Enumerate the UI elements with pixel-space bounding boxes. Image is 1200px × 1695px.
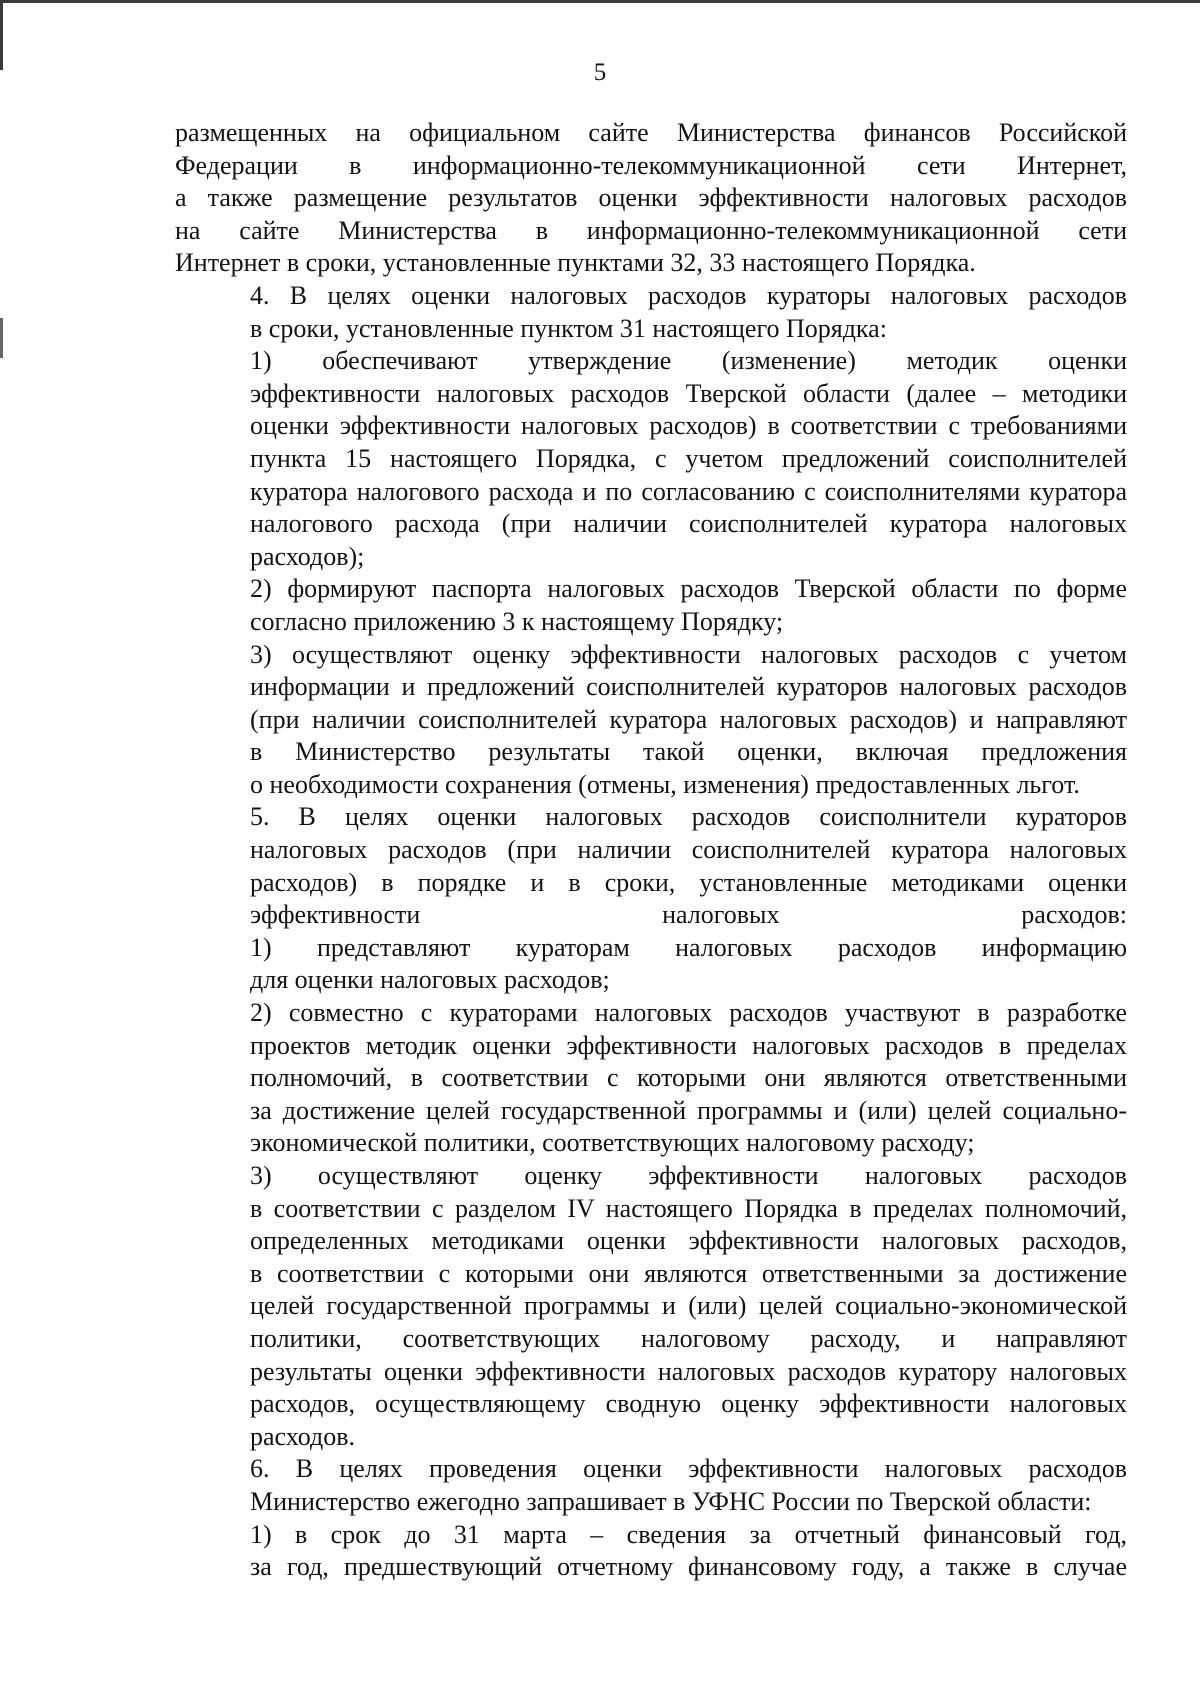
paragraph [175, 801, 1127, 931]
page-number: 5 [593, 59, 607, 86]
text-line: за достижение целей государственной программы и (или) целей социально- [250, 1095, 1127, 1125]
text-line: оценки эффективности налоговых расходов) в соответствии с требованиями [250, 411, 1127, 441]
text-line: Федерации в информационно-телекоммуникационной сети Интернет, [175, 150, 1127, 180]
text-line: политики, соответствующих налоговому расходу, и направляют [250, 1323, 1127, 1353]
text-line: 1) обеспечивают утверждение (изменение) методик оценки [250, 346, 1127, 376]
text-line: целей государственной программы и (или) целей социально-экономической [250, 1291, 1127, 1321]
paragraph [175, 639, 1127, 802]
paragraph [175, 280, 1127, 345]
text-line: проектов методик оценки эффективности налоговых расходов в пределах [250, 1030, 1127, 1060]
text-line: 6. В целях проведения оценки эффективности налоговых расходов [250, 1454, 1127, 1484]
text-line: (при наличии соисполнителей куратора налоговых расходов) и направляют [250, 704, 1127, 734]
text-line: а также размещение результатов оценки эффективности налоговых расходов [175, 183, 1127, 213]
text-line: за год, предшествующий отчетному финансовому году, а также в случае [250, 1552, 1127, 1582]
paragraph [175, 573, 1127, 638]
text-line: 4. В целях оценки налоговых расходов кураторы налоговых расходов [250, 280, 1127, 310]
paragraph [175, 1160, 1127, 1453]
document-body [175, 117, 1127, 1584]
text-line: на сайте Министерства в информационно-телекоммуникационной сети [175, 215, 1127, 245]
text-line: пункта 15 настоящего Порядка, с учетом предложений соисполнителей [250, 443, 1127, 473]
text-line: расходов. [250, 1421, 356, 1451]
text-line: о необходимости сохранения (отмены, изменения) предоставленных льгот. [250, 769, 1080, 799]
text-line: налогового расхода (при наличии соисполнителей куратора налоговых [250, 509, 1127, 539]
text-line: расходов); [250, 541, 365, 571]
paragraph [175, 345, 1127, 573]
text-line: куратора налогового расхода и по согласованию с соисполнителями куратора [250, 476, 1127, 506]
text-line: 3) осуществляют оценку эффективности налоговых расходов [250, 1161, 1127, 1190]
text-line: расходов) в порядке и в сроки, установленные методиками оценки [250, 867, 1127, 897]
text-line: определенных методиками оценки эффективности налоговых расходов, [250, 1226, 1127, 1256]
text-line: 3) осуществляют оценку эффективности налоговых расходов с учетом [250, 639, 1127, 669]
text-line: согласно приложению 3 к настоящему Порядку; [250, 606, 784, 636]
text-line: 2) формируют паспорта налоговых расходов Тверской области по форме [250, 574, 1127, 604]
text-line: 1) в срок до 31 марта – сведения за отчетный финансовый год, [250, 1519, 1127, 1549]
text-line: информации и предложений соисполнителей кураторов налоговых расходов [250, 672, 1127, 702]
text-line: эффективности налоговых расходов: [250, 900, 1127, 930]
scan-margin-mark [0, 318, 3, 358]
text-line: в соответствии с разделом IV настоящего Порядка в пределах полномочий, [250, 1193, 1127, 1223]
paragraph [175, 1519, 1127, 1584]
paragraph [175, 932, 1127, 997]
text-line: для оценки налоговых расходов; [250, 965, 610, 995]
text-line: эффективности налоговых расходов Тверской области (далее – методики [250, 378, 1127, 408]
text-line: расходов, осуществляющему сводную оценку эффективности налоговых [250, 1389, 1127, 1419]
text-line: полномочий, в соответствии с которыми они являются ответственными [250, 1063, 1127, 1093]
text-line: Интернет в сроки, установленные пунктами 32, 33 настоящего Порядка. [175, 248, 976, 278]
text-line: в Министерство результаты такой оценки, включая предложения [250, 737, 1127, 767]
text-line: размещенных на официальном сайте Министерства финансов Российской [175, 118, 1127, 147]
text-line: результаты оценки эффективности налоговых расходов куратору налоговых [250, 1356, 1127, 1386]
paragraph [175, 117, 1127, 280]
text-line: в соответствии с которыми они являются ответственными за достижение [250, 1258, 1127, 1288]
paragraph [175, 1453, 1127, 1518]
text-line: 5. В целях оценки налоговых расходов соисполнители кураторов [250, 802, 1127, 832]
text-line: 2) совместно с кураторами налоговых расходов участвуют в разработке [250, 998, 1127, 1028]
text-line: налоговых расходов (при наличии соисполнителей куратора налоговых [250, 835, 1127, 865]
text-line: экономической политики, соответствующих налоговому расходу; [250, 1128, 975, 1158]
text-line: Министерство ежегодно запрашивает в УФНС России по Тверской области: [250, 1486, 1092, 1516]
paragraph [175, 997, 1127, 1160]
text-line: в сроки, установленные пунктом 31 настоящего Порядка: [250, 313, 887, 343]
text-line: 1) представляют кураторам налоговых расходов информацию [250, 932, 1127, 962]
scan-top-edge [0, 0, 1200, 3]
